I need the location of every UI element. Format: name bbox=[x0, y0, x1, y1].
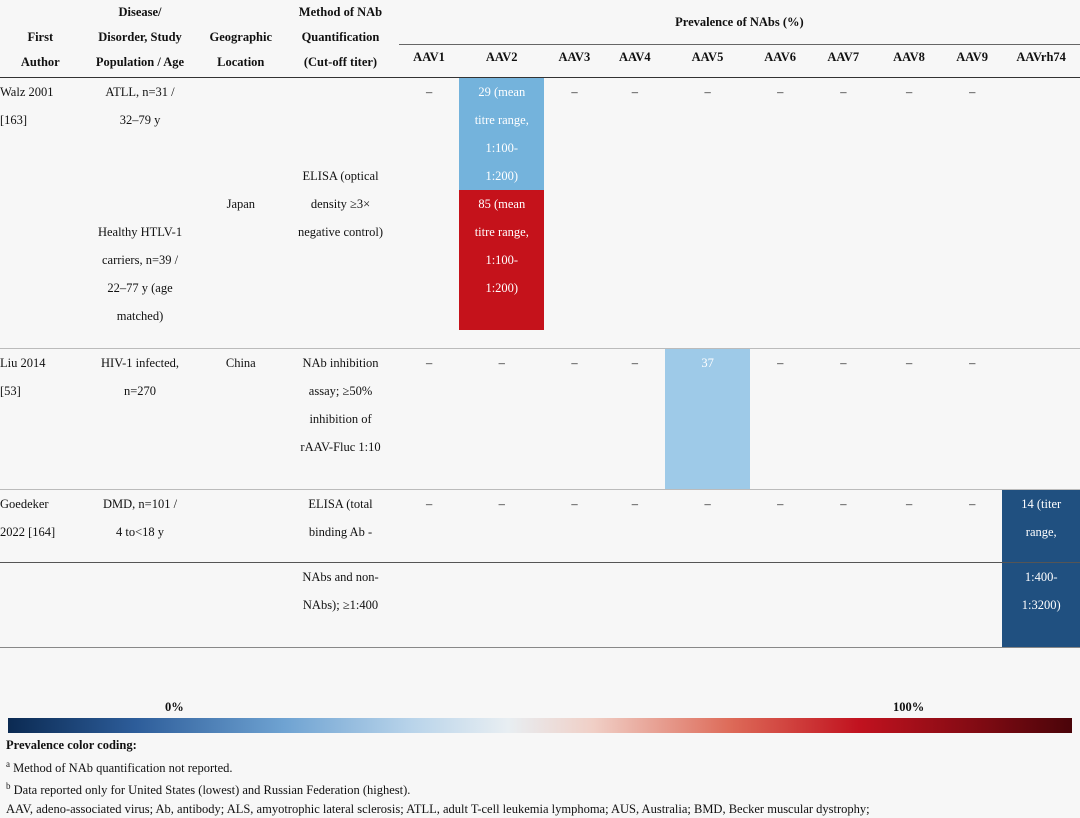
header-prevalence-group: Prevalence of NAbs (%) bbox=[399, 0, 1080, 45]
cell-aav6: – bbox=[777, 355, 784, 370]
cell-aav7: – bbox=[840, 355, 847, 370]
cell-aav1: – bbox=[425, 355, 433, 370]
legend-min-label: 0% bbox=[165, 700, 184, 714]
cell-aav9: – bbox=[969, 496, 976, 511]
nab-prevalence-body bbox=[0, 77, 1080, 648]
cell-aav4: – bbox=[631, 496, 639, 511]
prevalence-chip-aav2-htlv: 85 (mean titre range, 1:100- 1:200) bbox=[459, 190, 544, 330]
cell-aav6: – bbox=[777, 496, 784, 511]
cell-aav5 bbox=[665, 348, 750, 489]
cell-aav5: – bbox=[704, 496, 711, 511]
cell-aav3: – bbox=[571, 84, 578, 99]
cell-aav9: – bbox=[969, 355, 976, 370]
prevalence-chip-aav5: 37 bbox=[665, 349, 750, 489]
prevalence-color-legend bbox=[0, 700, 1080, 733]
cell-geo: Japan bbox=[226, 196, 256, 211]
cell-population: DMD, n=101 / 4 to<18 y bbox=[102, 496, 178, 539]
cell-aav3-cont bbox=[544, 562, 604, 647]
header-geographic-location: Geographic Location bbox=[209, 30, 273, 69]
cell-aav4: – bbox=[631, 355, 639, 370]
footnote-b-text: Data reported only for United States (lowest) and Russian Federation (highest). bbox=[13, 783, 411, 798]
cell-aav3: – bbox=[571, 355, 578, 370]
footnote-b bbox=[6, 777, 1076, 800]
header-row-1 bbox=[0, 0, 1080, 45]
cell-author: Walz 2001 [163] bbox=[0, 84, 54, 127]
cell-aav2-cont bbox=[459, 562, 544, 647]
footnote-a bbox=[6, 755, 1076, 778]
cell-aav8: – bbox=[905, 496, 913, 511]
header-aav7: AAV7 bbox=[827, 50, 860, 64]
legend-max-label: 100% bbox=[893, 700, 925, 714]
table-bottom-rule bbox=[0, 647, 1080, 648]
table-row bbox=[0, 348, 1080, 489]
cell-aav1: – bbox=[425, 84, 433, 99]
header-aav3: AAV3 bbox=[558, 50, 591, 64]
nab-prevalence-table bbox=[0, 0, 1080, 78]
prevalence-chip-aavrh74-top: 14 (titer range, bbox=[1002, 490, 1080, 562]
cell-geo-cont bbox=[199, 562, 282, 647]
footnote-title: Prevalence color coding: bbox=[6, 738, 137, 752]
footnote-abbreviations: AAV, adeno-associated virus; Ab, antibody; ALS, amyotrophic lateral sclerosis; ATLL, adult T-cell leukemia lymphoma; AUS, Australia; BMD, Becker muscular dystrophy; bbox=[6, 801, 870, 816]
cell-aav2: – bbox=[498, 355, 505, 370]
cell-aav5-cont bbox=[665, 562, 750, 647]
cell-geo bbox=[199, 489, 282, 562]
cell-author-cont bbox=[0, 562, 81, 647]
cell-population: ATLL, n=31 / 32–79 y Healthy HTLV-1 carriers, n=39 / 22–77 y (age matched) bbox=[97, 84, 183, 323]
cell-aav8: – bbox=[905, 84, 913, 99]
header-aavrh74: AAVrh74 bbox=[1016, 50, 1066, 64]
header-aav1: AAV1 bbox=[413, 50, 445, 64]
cell-author: Liu 2014 [53] bbox=[0, 355, 46, 398]
cell-method-cont: NAbs and non- NAbs); ≥1:400 bbox=[302, 569, 379, 612]
header-aav8: AAV8 bbox=[893, 50, 925, 64]
cell-aav9-cont bbox=[942, 562, 1002, 647]
cell-population-cont bbox=[81, 562, 200, 647]
cell-aav5: – bbox=[704, 84, 711, 99]
header-aav2: AAV2 bbox=[485, 50, 518, 64]
cell-method: ELISA (optical density ≥3× negative control) bbox=[298, 168, 384, 239]
prevalence-chip-aav2-atll: 29 (mean titre range, 1:100- 1:200) bbox=[459, 78, 544, 190]
footnote-b-marker: b bbox=[6, 781, 11, 792]
cell-aav3: – bbox=[571, 496, 578, 511]
cell-aav7: – bbox=[840, 496, 847, 511]
header-disease: Disease/ Disorder, Study Population / Age bbox=[95, 5, 185, 69]
footnote-a-marker: a bbox=[6, 758, 10, 769]
table-row bbox=[0, 77, 1080, 348]
table-row bbox=[0, 489, 1080, 562]
cell-aavrh74-cont bbox=[1002, 562, 1080, 647]
prevalence-chip-aavrh74-bottom: 1:400- 1:3200) bbox=[1002, 563, 1080, 647]
cell-method: NAb inhibition assay; ≥50% inhibition of rAAV-Fluc 1:10 bbox=[300, 355, 381, 454]
footnote-a-text: Method of NAb quantification not reported. bbox=[13, 760, 233, 775]
cell-aav2: – bbox=[498, 496, 505, 511]
cell-aav4: – bbox=[631, 84, 639, 99]
cell-aavrh74 bbox=[1002, 489, 1080, 562]
cell-aav1-cont bbox=[399, 562, 459, 647]
cell-aav2 bbox=[459, 77, 544, 348]
cell-aavrh74 bbox=[1002, 77, 1080, 348]
cell-aav4-cont bbox=[605, 562, 665, 647]
cell-population: HIV-1 infected, n=270 bbox=[101, 355, 180, 398]
table-row-continuation bbox=[0, 562, 1080, 647]
cell-aav9: – bbox=[969, 84, 976, 99]
cell-aav6-cont bbox=[750, 562, 810, 647]
header-aav5: AAV5 bbox=[691, 50, 724, 64]
cell-geo: China bbox=[225, 355, 256, 370]
cell-aavrh74 bbox=[1002, 348, 1080, 489]
footnotes bbox=[6, 736, 1076, 818]
legend-colorbar bbox=[8, 718, 1072, 733]
header-aav6: AAV6 bbox=[764, 50, 796, 64]
header-first-author: First Author bbox=[20, 30, 60, 69]
header-aav9: AAV9 bbox=[956, 50, 988, 64]
cell-method: ELISA (total binding Ab - bbox=[308, 496, 373, 539]
cell-aav6: – bbox=[777, 84, 784, 99]
legend-labels bbox=[0, 700, 1080, 718]
cell-aav7: – bbox=[840, 84, 847, 99]
cell-aav7-cont bbox=[810, 562, 876, 647]
cell-author: Goedeker 2022 [164] bbox=[0, 496, 56, 539]
cell-aav8: – bbox=[905, 355, 913, 370]
header-aav4: AAV4 bbox=[618, 50, 651, 64]
cell-aav1: – bbox=[425, 496, 433, 511]
cell-aav8-cont bbox=[876, 562, 942, 647]
header-method: Method of NAb Quantification (Cut-off titer) bbox=[298, 5, 383, 69]
